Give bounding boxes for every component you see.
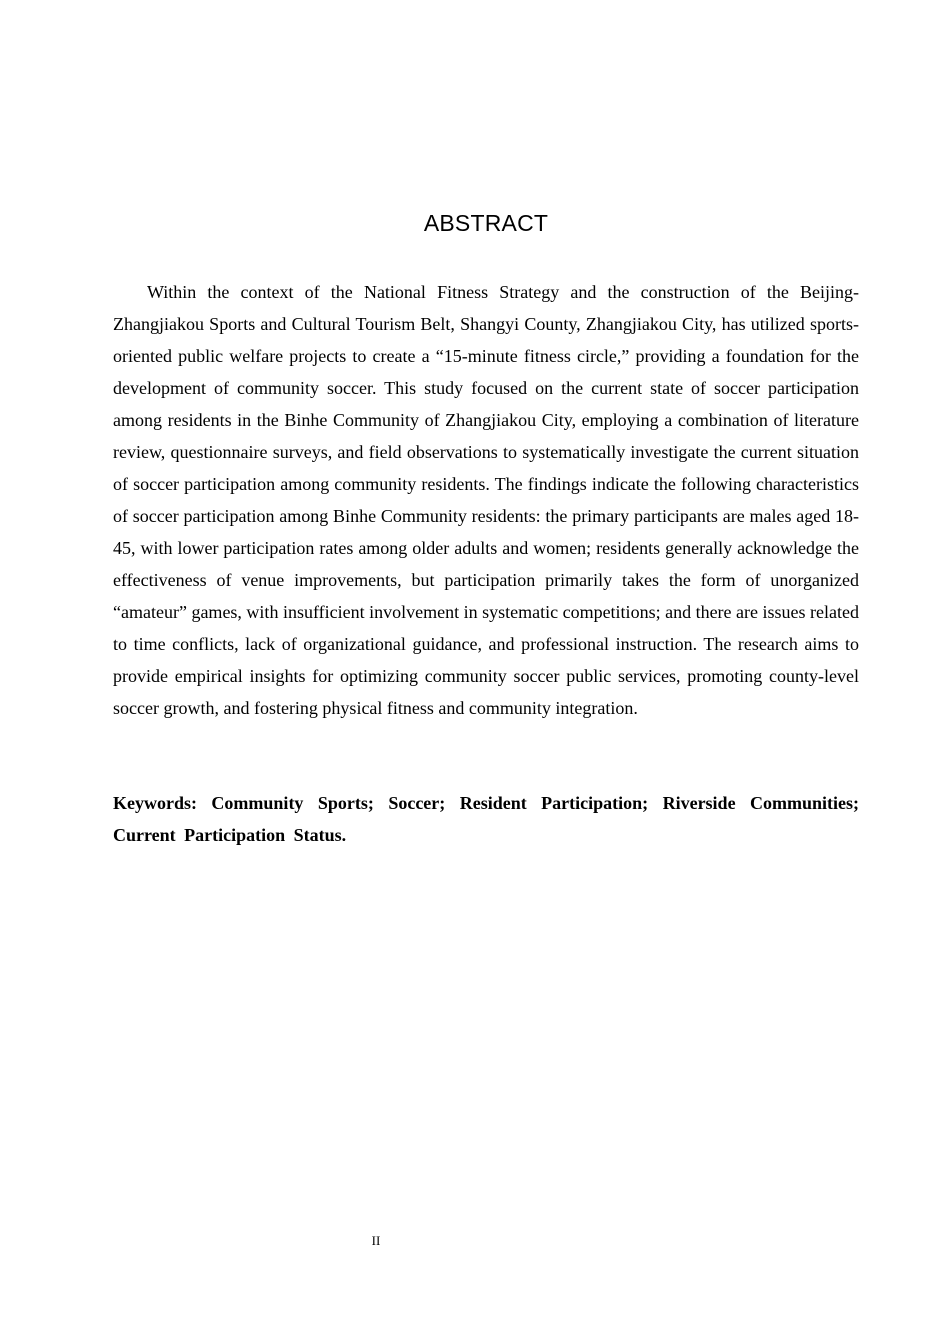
abstract-title: ABSTRACT — [423, 210, 549, 236]
abstract-paragraph: Within the context of the National Fitness Strategy and the construction of the Beijing-Zhangjiakou Sports and Cultural Tourism Belt, Shangyi County, Zhangjiakou City, has utilized sports-oriented public welfare projects to create a “15-minute fitness circle,” providing a foundation for the development of community soccer. This study focused on the current state of soccer participation among residents in the Binhe Community of Zhangjiakou City, employing a combination of literature review, questionnaire surveys, and field observations to systematically investigate the current situation of soccer participation among community residents. The findings indicate the following characteristics of soccer participation among Binhe Community residents: the primary participants are males aged 18-45, with lower participation rates among older adults and women; residents generally acknowledge the effectiveness of venue improvements, but participation primarily takes the form of unorganized “amateur” games, with insufficient involvement in systematic competitions; and there are issues related to time conflicts, lack of organizational guidance, and professional instruction. The research aims to provide empirical insights for optimizing community soccer public services, promoting county-level soccer growth, and fostering physical fitness and community integration. — [113, 282, 859, 718]
keywords-line: Keywords: Community Sports; Soccer; Resident Participation; Riverside Communities; Current Participation Status. — [113, 793, 859, 845]
page-number: II — [371, 1233, 381, 1248]
